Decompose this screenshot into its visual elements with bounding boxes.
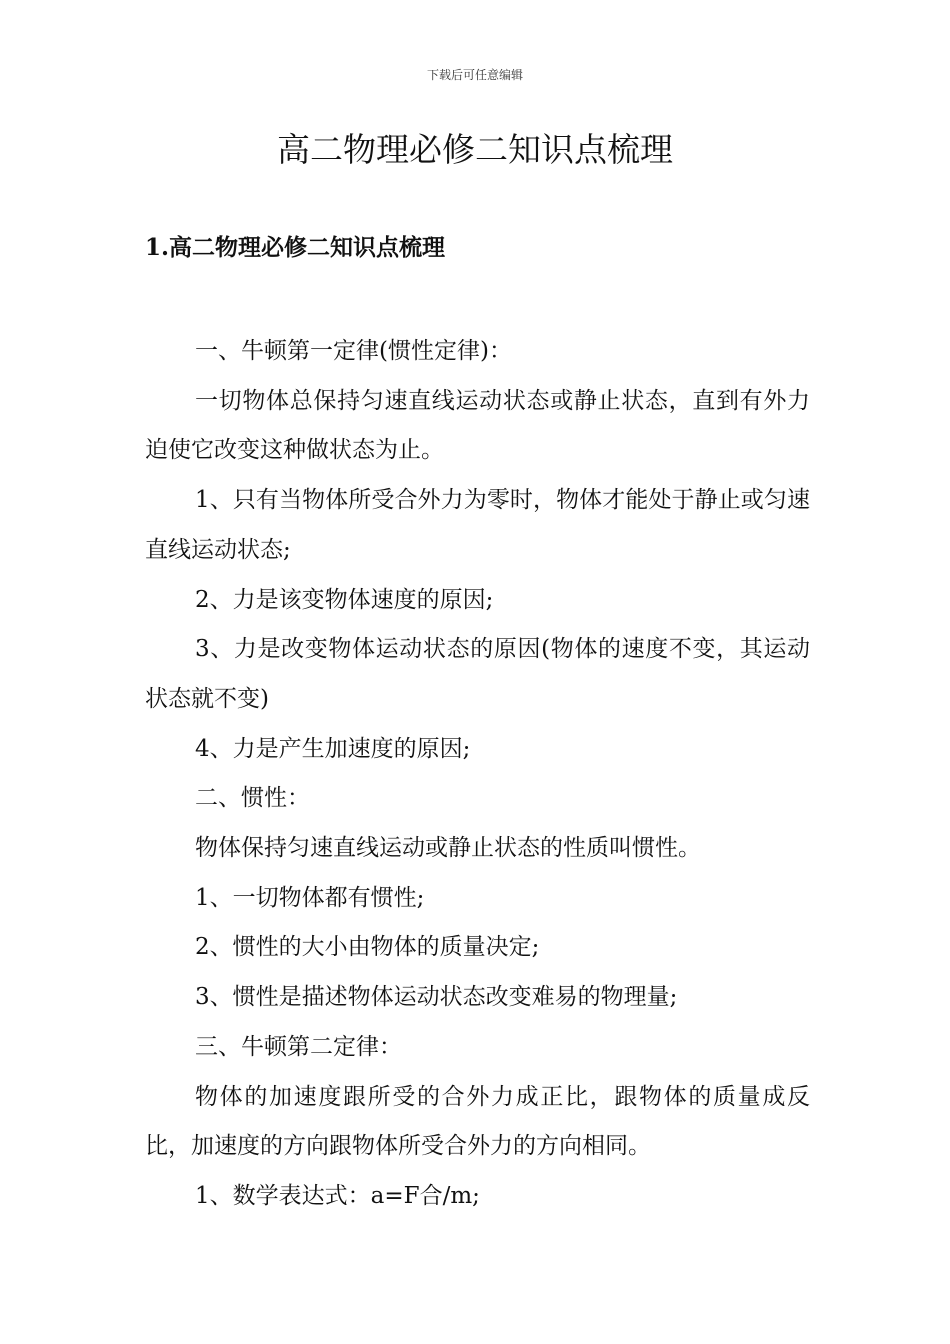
paragraph: 物体保持匀速直线运动或静止状态的性质叫惯性。 bbox=[195, 835, 701, 862]
paragraph: 1、只有当物体所受合外力为零时，物体才能处于静止或匀速直线运动状态; bbox=[145, 487, 810, 563]
paragraph: 4、力是产生加速度的原因; bbox=[195, 735, 471, 762]
header-note: 下载后可任意编辑 bbox=[426, 68, 523, 82]
paragraph: 一切物体总保持匀速直线运动状态或静止状态，直到有外力迫使它改变这种做状态为止。 bbox=[145, 387, 810, 464]
paragraph: 一、牛顿第一定律(惯性定律)： bbox=[195, 338, 512, 364]
paragraph: 2、惯性的大小由物体的质量决定; bbox=[195, 934, 540, 961]
paragraph: 1、一切物体都有惯性; bbox=[195, 884, 425, 911]
paragraph: 3、惯性是描述物体运动状态改变难易的物理量; bbox=[195, 984, 678, 1011]
document-title: 高二物理必修二知识点梳理 bbox=[277, 130, 673, 169]
paragraph: 2、力是该变物体速度的原因; bbox=[195, 586, 494, 613]
paragraph: 1、数学表达式：a=F合/m; bbox=[195, 1182, 480, 1209]
section-heading: 1.高二物理必修二知识点梳理 bbox=[145, 234, 446, 261]
paragraph: 3、力是改变物体运动状态的原因(物体的速度不变，其运动状态就不变) bbox=[145, 636, 810, 712]
paragraph: 物体的加速度跟所受的合外力成正比，跟物体的质量成反比，加速度的方向跟物体所受合外力的方向相同。 bbox=[145, 1083, 810, 1160]
paragraph: 三、牛顿第二定律： bbox=[195, 1033, 402, 1060]
paragraph: 二、惯性： bbox=[195, 785, 310, 812]
document-body bbox=[145, 327, 810, 1222]
